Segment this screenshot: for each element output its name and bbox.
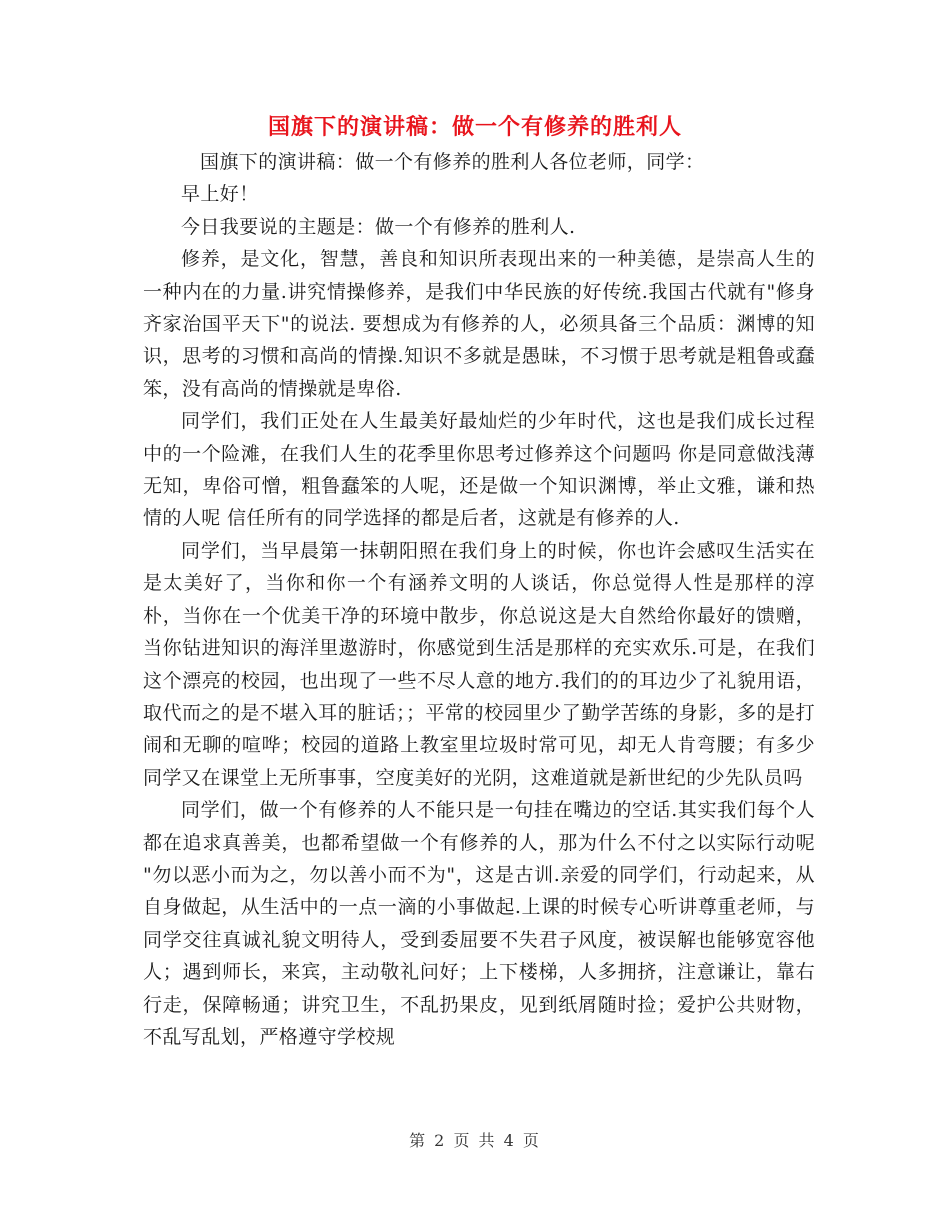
document-body xyxy=(143,146,815,1053)
document-title: 国旗下的演讲稿：做一个有修养的胜利人 xyxy=(267,115,682,140)
paragraph-campus: 同学们，当早晨第一抹朝阳照在我们身上的时候，你也许会感叹生活实在是太美好了，当你和你一个有涵养文明的人谈话，你总觉得人性是那样的淳朴，当你在一个优美干净的环境中散步，你总说这是大自然给你最好的馈赠，当你钻进知识的海洋里遨游时，你感觉到生活是那样的充实欢乐.可是，在我们这个漂亮的校园，也出现了一些不尽人意的地方.我们的的耳边少了礼貌用语，取代而之的是不堪入耳的脏话；；平常的校园里少了勤学苦练的身影，多的是打闹和无聊的喧哗；校园的道路上教室里垃圾时常可见，却无人肯弯腰；有多少同学又在课堂上无所事事，空度美好的光阴，这难道就是新世纪的少先队员吗 xyxy=(143,539,815,789)
paragraph-cultivation: 修养，是文化，智慧，善良和知识所表现出来的一种美德，是崇高人生的一种内在的力量.讲究情操修养，是我们中华民族的好传统.我国古代就有"修身齐家治国平天下"的说法. 要想成为有修养的人，必须具备三个品质：渊博的知识，思考的习惯和高尚的情操.知识不多就是愚昧，不习惯于思考就是粗鲁或蠢笨，没有高尚的情操就是卑俗. xyxy=(143,248,815,400)
paragraph-topic: 今日我要说的主题是：做一个有修养的胜利人. xyxy=(181,215,576,238)
paragraph-morning: 早上好！ xyxy=(181,183,259,206)
page-number-footer: 第 2 页 共 4 页 xyxy=(409,1131,541,1150)
paragraph-action: 同学们，做一个有修养的人不能只是一句挂在嘴边的空话.其实我们每个人都在追求真善美，也都希望做一个有修养的人，那为什么不付之以实际行动呢 "勿以恶小而为之，勿以善小而不为"，这是古训.亲爱的同学们，行动起来，从自身做起，从生活中的一点一滴的小事做起.上课的时候专心听讲尊重老师，与同学交往真诚礼貌文明待人，受到委屈要不失君子风度，被误解也能够宽容他人；遇到师长，来宾，主动敬礼问好；上下楼梯，人多拥挤，注意谦让，靠右行走，保障畅通；讲究卫生，不乱扔果皮，见到纸屑随时捡；爱护公共财物，不乱写乱划，严格遵守学校规 xyxy=(143,799,815,1048)
paragraph-youth: 同学们，我们正处在人生最美好最灿烂的少年时代，这也是我们成长过程中的一个险滩，在我们人生的花季里你思考过修养这个问题吗 你是同意做浅薄无知，卑俗可憎，粗鲁蠢笨的人呢，还是做一个知识渊博，举止文雅，谦和热情的人呢 信任所有的同学选择的都是后者，这就是有修养的人. xyxy=(143,410,815,530)
paragraph-greeting: 国旗下的演讲稿：做一个有修养的胜利人各位老师，同学： xyxy=(200,151,705,173)
